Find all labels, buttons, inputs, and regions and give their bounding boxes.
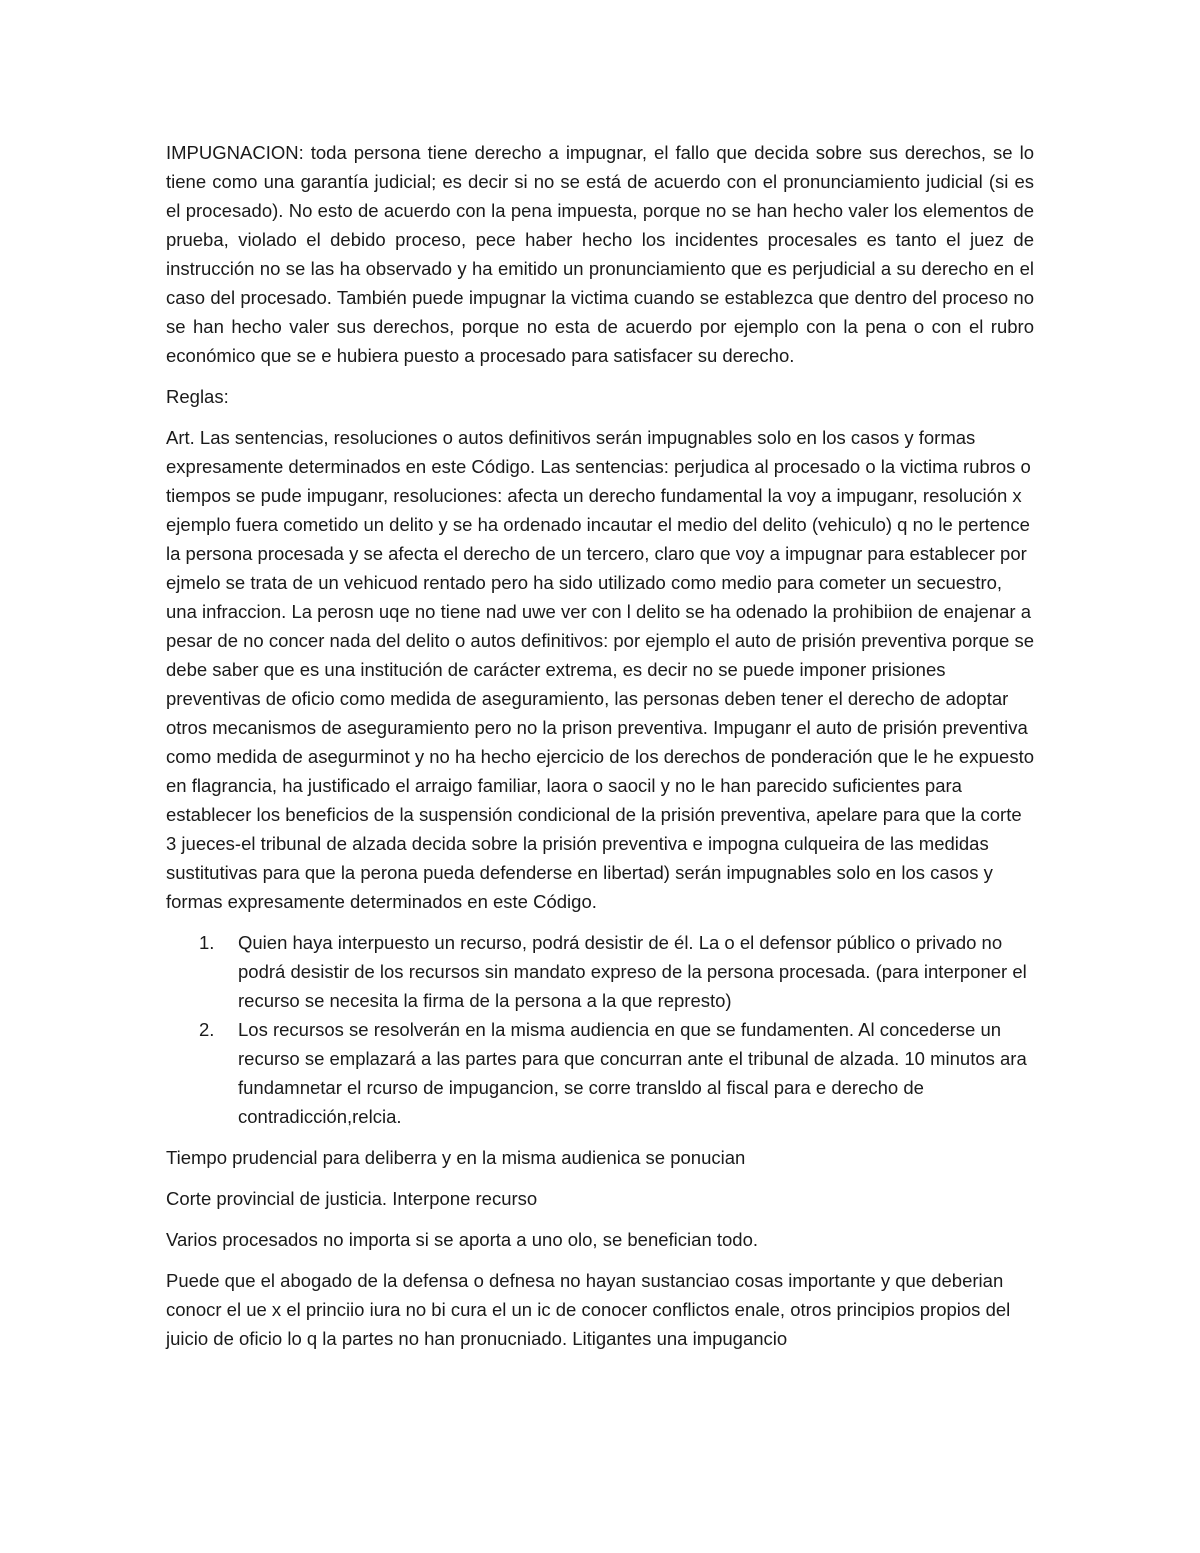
list-item [166, 1015, 1034, 1131]
list-item-text: Los recursos se resolverán en la misma audiencia en que se fundamenten. Al concederse un recurso se emplazará a las partes para que concurran ante el tribunal de alzada. 10 minutos ara fundamnetar el rcurso de impugancion, se corre transldo al fiscal para e derecho de contradicción,relcia. [238, 1019, 1027, 1127]
paragraph-article: Art. Las sentencias, resoluciones o autos definitivos serán impugnables solo en los casos y formas expresamente determinados en este Código. Las sentencias: perjudica al procesado o la victima rubros o tiempos se pude impuganr, resoluciones: afecta un derecho fundamental la voy a impuganr, resolución x ejemplo fuera cometido un delito y se ha ordenado incautar el medio del delito (vehiculo) q no le pertence la persona procesada y se afecta el derecho de un tercero, claro que voy a impugnar para establecer por ejmelo se trata de un vehicuod rentado pero ha sido utilizado como medio para cometer un secuestro, una infraccion. La perosn uqe no tiene nad uwe ver con l delito se ha odenado la prohibiion de enajenar a pesar de no concer nada del delito o autos definitivos: por ejemplo el auto de prisión preventiva porque se debe saber que es una institución de carácter extrema, es decir no se puede imponer prisiones preventivas de oficio como medida de aseguramiento, las personas deben tener el derecho de adoptar otros mecanismos de aseguramiento pero no la prison preventiva. Impuganr el auto de prisión preventiva como medida de asegurminot y no ha hecho ejercicio de los derechos de ponderación que le he expuesto en flagrancia, ha justificado el arraigo familiar, laora o saocil y no le han parecido suficientes para establecer los beneficios de la suspensión condicional de la prisión preventiva, apelare para que la corte 3 jueces-el tribunal de alzada decida sobre la prisión preventiva e impogna culqueira de las medidas sustitutivas para que la perona pueda defenderse en libertad) serán impugnables solo en los casos y formas expresamente determinados en este Código. [166, 427, 1035, 912]
list-item-number: 1. [199, 932, 215, 953]
paragraph-tiempo-prudencial: Tiempo prudencial para deliberra y en la misma audienica se ponucian [166, 1147, 746, 1168]
paragraph-varios-procesados: Varios procesados no importa si se aporta a uno olo, se benefician todo. [166, 1229, 759, 1250]
document-page [166, 138, 1034, 1365]
paragraph-corte-provincial: Corte provincial de justicia. Interpone recurso [166, 1188, 538, 1209]
list-item-text: Quien haya interpuesto un recurso, podrá desistir de él. La o el defensor público o privado no podrá desistir de los recursos sin mandato expreso de la persona procesada. (para interponer el recurso se necesita la firma de la persona a la que represto) [238, 932, 1027, 1011]
numbered-list [166, 928, 1034, 1131]
list-item [166, 928, 1034, 1015]
paragraph-reglas-heading: Reglas: [166, 386, 229, 407]
list-item-number: 2. [199, 1019, 215, 1040]
paragraph-abogado-defensa: Puede que el abogado de la defensa o defnesa no hayan sustanciao cosas importante y que deberian conocr el ue x el princiio iura no bi cura el un ic de conocer conflictos enale, otros principios propios del juicio de oficio lo q la partes no han pronucniado. Litigantes una impugancio [166, 1270, 1011, 1349]
paragraph-impugnacion: IMPUGNACION: toda persona tiene derecho a impugnar, el fallo que decida sobre sus derechos, se lo tiene como una garantía judicial; es decir si no se está de acuerdo con el pronunciamiento judicial (si es el procesado). No esto de acuerdo con la pena impuesta, porque no se han hecho valer los elementos de prueba, violado el debido proceso, pece haber hecho los incidentes procesales es tanto el juez de instrucción no se las ha observado y ha emitido un pronunciamiento que es perjudicial a su derecho en el caso del procesado. También puede impugnar la victima cuando se establezca que dentro del proceso no se han hecho valer sus derechos, porque no esta de acuerdo por ejemplo con la pena o con el rubro económico que se e hubiera puesto a procesado para satisfacer su derecho. [166, 142, 1034, 366]
